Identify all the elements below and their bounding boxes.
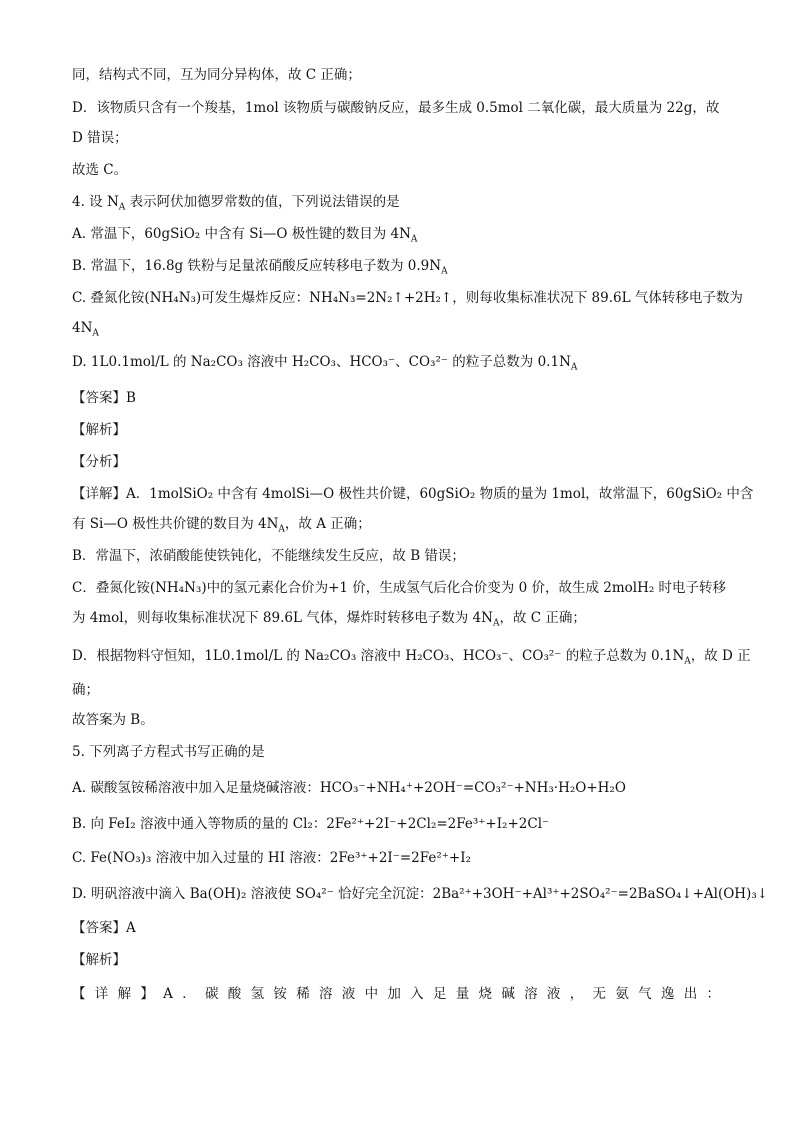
option-b: B. 向 FeI₂ 溶液中通入等物质的量的 Cl₂：2Fe²⁺+2I⁻+2Cl₂=2Fe³⁺+I₂+2Cl⁻ bbox=[72, 816, 550, 832]
detail-line: 【详解】A．1molSiO₂ 中含有 4molSi—O 极性共价键，60gSiO₂ 物质的量为 1mol，故常温下，60gSiO₂ 中含 bbox=[72, 486, 754, 502]
option-d: D. 明矾溶液中滴入 Ba(OH)₂ 溶液使 SO₄²⁻ 恰好完全沉淀：2Ba²⁺+3OH⁻+Al³⁺+2SO₄²⁻=2BaSO₄↓+Al(OH)₃↓ bbox=[72, 886, 769, 902]
detail-line: 有 Si—O 极性共价键的数目为 $4N_A$，故 A 正确； bbox=[72, 516, 371, 535]
option-b: B. 常温下，16.8g 铁粉与足量浓硝酸反应转移电子数为 $0.9N_A$ bbox=[72, 258, 448, 277]
detail-line: 故答案为 B。 bbox=[72, 712, 154, 728]
answer-label: 【答案】B bbox=[72, 390, 136, 406]
option-a: A. 碳酸氢铵稀溶液中加入足量烧碱溶液：HCO₃⁻+NH₄⁺+2OH⁻=CO₃²⁻+NH₃·H₂O+H₂O bbox=[72, 780, 626, 796]
detail-line: 为 4mol，则每收集标准状况下 89.6L 气体，爆炸时转移电子数为 $4N_A$，故 C 正确； bbox=[72, 610, 586, 629]
detail-line: 【详解】A．碳酸氢铵稀溶液中加入足量烧碱溶液，无氨气逸出： bbox=[72, 986, 722, 1002]
detail-line: D．根据物料守恒知，1L0.1mol/L 的 Na₂CO₃ 溶液中 H₂CO₃、HCO₃⁻、CO₃²⁻ 的粒子总数为 $0.1N_A$，故 D 正 bbox=[72, 648, 751, 667]
question-stem: 4. 设 $N_A$ 表示阿伏加德罗常数的值，下列说法错误的是 bbox=[72, 194, 400, 213]
detail-line: C．叠氮化铵(NH₄N₃)中的氢元素化合价为+1 价，生成氢气后化合价变为 0 价，故生成 2molH₂ 时电子转移 bbox=[72, 580, 727, 596]
analysis-label: 【解析】 bbox=[72, 422, 126, 438]
text-line: 故选 C。 bbox=[72, 162, 128, 178]
option-c: C. Fe(NO₃)₃ 溶液中加入过量的 HI 溶液：2Fe³⁺+2I⁻=2Fe²⁺+I₂ bbox=[72, 850, 471, 866]
detail-line: B．常温下，浓硝酸能使铁钝化，不能继续发生反应，故 B 错误； bbox=[72, 548, 465, 564]
option-a: A. 常温下，60gSiO₂ 中含有 Si—O 极性键的数目为 $4N_A$ bbox=[72, 226, 418, 245]
text-line: D．该物质只含有一个羧基，1mol 该物质与碳酸钠反应，最多生成 0.5mol 二氧化碳，最大质量为 22g，故 bbox=[72, 100, 720, 116]
text-line: 同，结构式不同，互为同分异构体，故 C 正确； bbox=[72, 67, 361, 83]
option-d: D. 1L0.1mol/L 的 Na₂CO₃ 溶液中 H₂CO₃、HCO₃⁻、CO₃²⁻ 的粒子总数为 $0.1N_A$ bbox=[72, 354, 578, 373]
question-stem: 5. 下列离子方程式书写正确的是 bbox=[72, 744, 265, 760]
detail-line: 确； bbox=[72, 682, 99, 698]
option-c: C. 叠氮化铵(NH₄N₃)可发生爆炸反应：NH₄N₃=2N₂↑+2H₂↑，则每收集标准状况下 89.6L 气体转移电子数为 bbox=[72, 290, 743, 306]
text-line: D 错误； bbox=[72, 130, 128, 146]
answer-label: 【答案】A bbox=[72, 920, 136, 936]
option-c-cont: $4N_A$ bbox=[72, 320, 99, 339]
analysis-label: 【解析】 bbox=[72, 952, 126, 968]
analysis-section-label: 【分析】 bbox=[72, 454, 126, 470]
